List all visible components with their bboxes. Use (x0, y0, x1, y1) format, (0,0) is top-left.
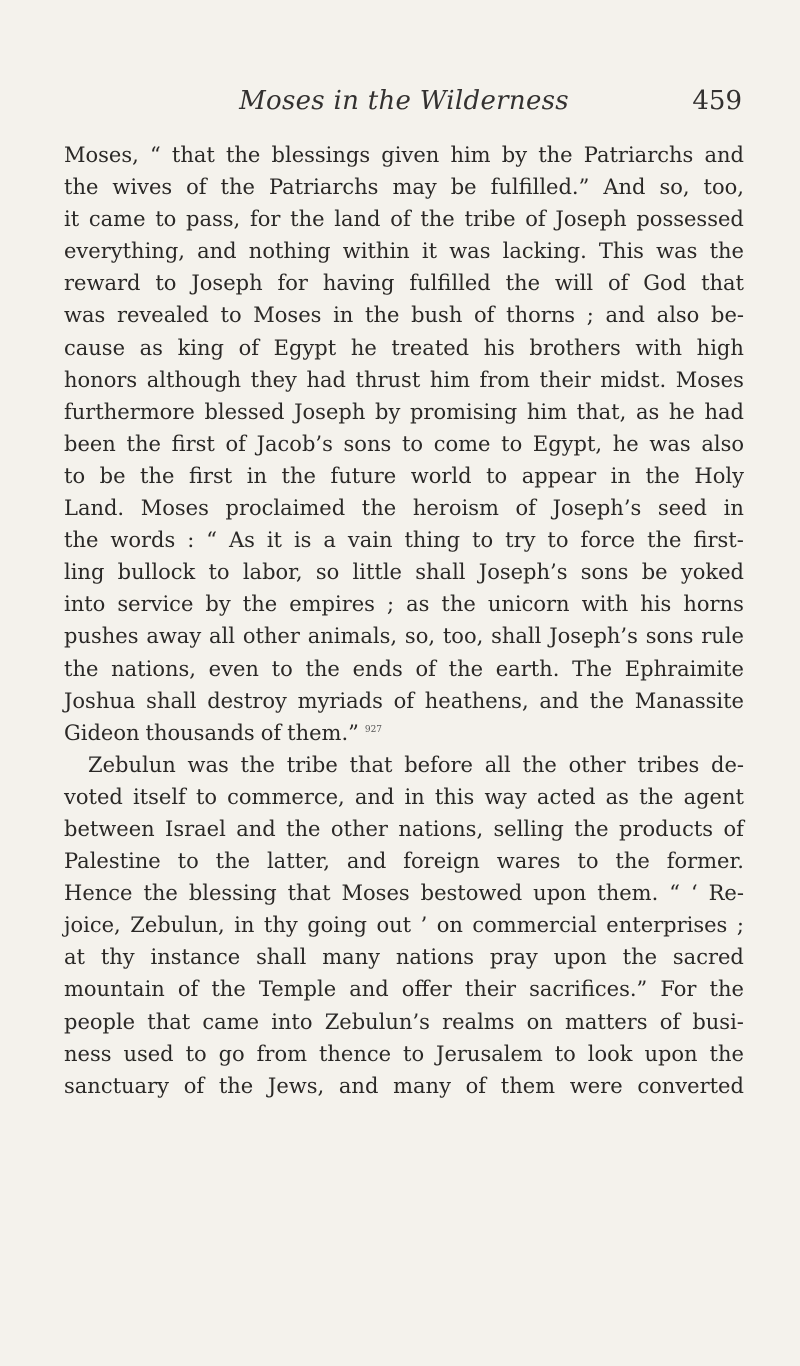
text-line: the nations, even to the ends of the earth. The Ephraimite (64, 656, 744, 681)
text-line: joice, Zebulun, in thy going out ’ on commercial enterprises ; (64, 913, 744, 938)
text-line: Moses, “ that the blessings given him by the Patriarchs and (64, 143, 744, 167)
text-line: sanctuary of the Jews, and many of them were converted (64, 1073, 744, 1098)
text-line: Hence the blessing that Moses bestowed upon them. “ ‘ Re- (64, 881, 744, 906)
text-line: Land. Moses proclaimed the heroism of Joseph’s seed in (64, 496, 744, 521)
footnote-marker: 927 (364, 724, 383, 735)
text-line: ness used to go from thence to Jerusalem to look upon the (64, 1041, 744, 1066)
text-line: pushes away all other animals, so, too, shall Joseph’s sons rule (64, 624, 744, 649)
text-line: between Israel and the other nations, selling the products of (64, 816, 744, 841)
text-line: furthermore blessed Joseph by promising him that, as he had (64, 399, 744, 424)
text-line: cause as king of Egypt he treated his brothers with high (64, 335, 744, 360)
text-line: voted itself to commerce, and in this way acted as the agent (64, 784, 744, 809)
page-header (64, 86, 742, 126)
paragraph (64, 749, 744, 1102)
text-line: been the first of Jacob’s sons to come to Egypt, he was also (64, 431, 744, 456)
text-line: reward to Joseph for having fulfilled the will of God that (64, 271, 744, 296)
text-line: Palestine to the latter, and foreign wares to the former. (64, 849, 744, 874)
text-line: to be the first in the future world to appear in the Holy (64, 463, 744, 488)
text-line: it came to pass, for the land of the tribe of Joseph possessed (64, 207, 744, 232)
text-line: into service by the empires ; as the unicorn with his horns (64, 592, 744, 617)
text-line: Joshua shall destroy myriads of heathens, and the Manassite (64, 688, 744, 713)
text-line: mountain of the Temple and offer their sacrifices.” For the (64, 977, 744, 1002)
text-line: at thy instance shall many nations pray upon the sacred (64, 945, 744, 970)
page-number: 459 (692, 86, 742, 116)
text-line: Gideon thousands of them.” $^{927}$ (64, 720, 383, 745)
text-line: people that came into Zebulun’s realms on matters of busi- (64, 1009, 744, 1034)
text-line: the wives of the Patriarchs may be fulfilled.” And so, too, (64, 175, 744, 200)
text-line: ling bullock to labor, so little shall Joseph’s sons be yoked (64, 560, 744, 585)
body-text (64, 139, 744, 1102)
running-title: Moses in the Wilderness (239, 86, 569, 116)
text-line: Zebulun was the tribe that before all the other tribes de- (88, 752, 744, 777)
text-line: was revealed to Moses in the bush of thorns ; and also be- (64, 303, 744, 328)
text-line: everything, and nothing within it was lacking. This was the (64, 239, 744, 264)
paragraph (64, 139, 744, 749)
text-line: the words : “ As it is a vain thing to try to force the first- (64, 528, 744, 553)
text-line: honors although they had thrust him from their midst. Moses (64, 367, 744, 392)
